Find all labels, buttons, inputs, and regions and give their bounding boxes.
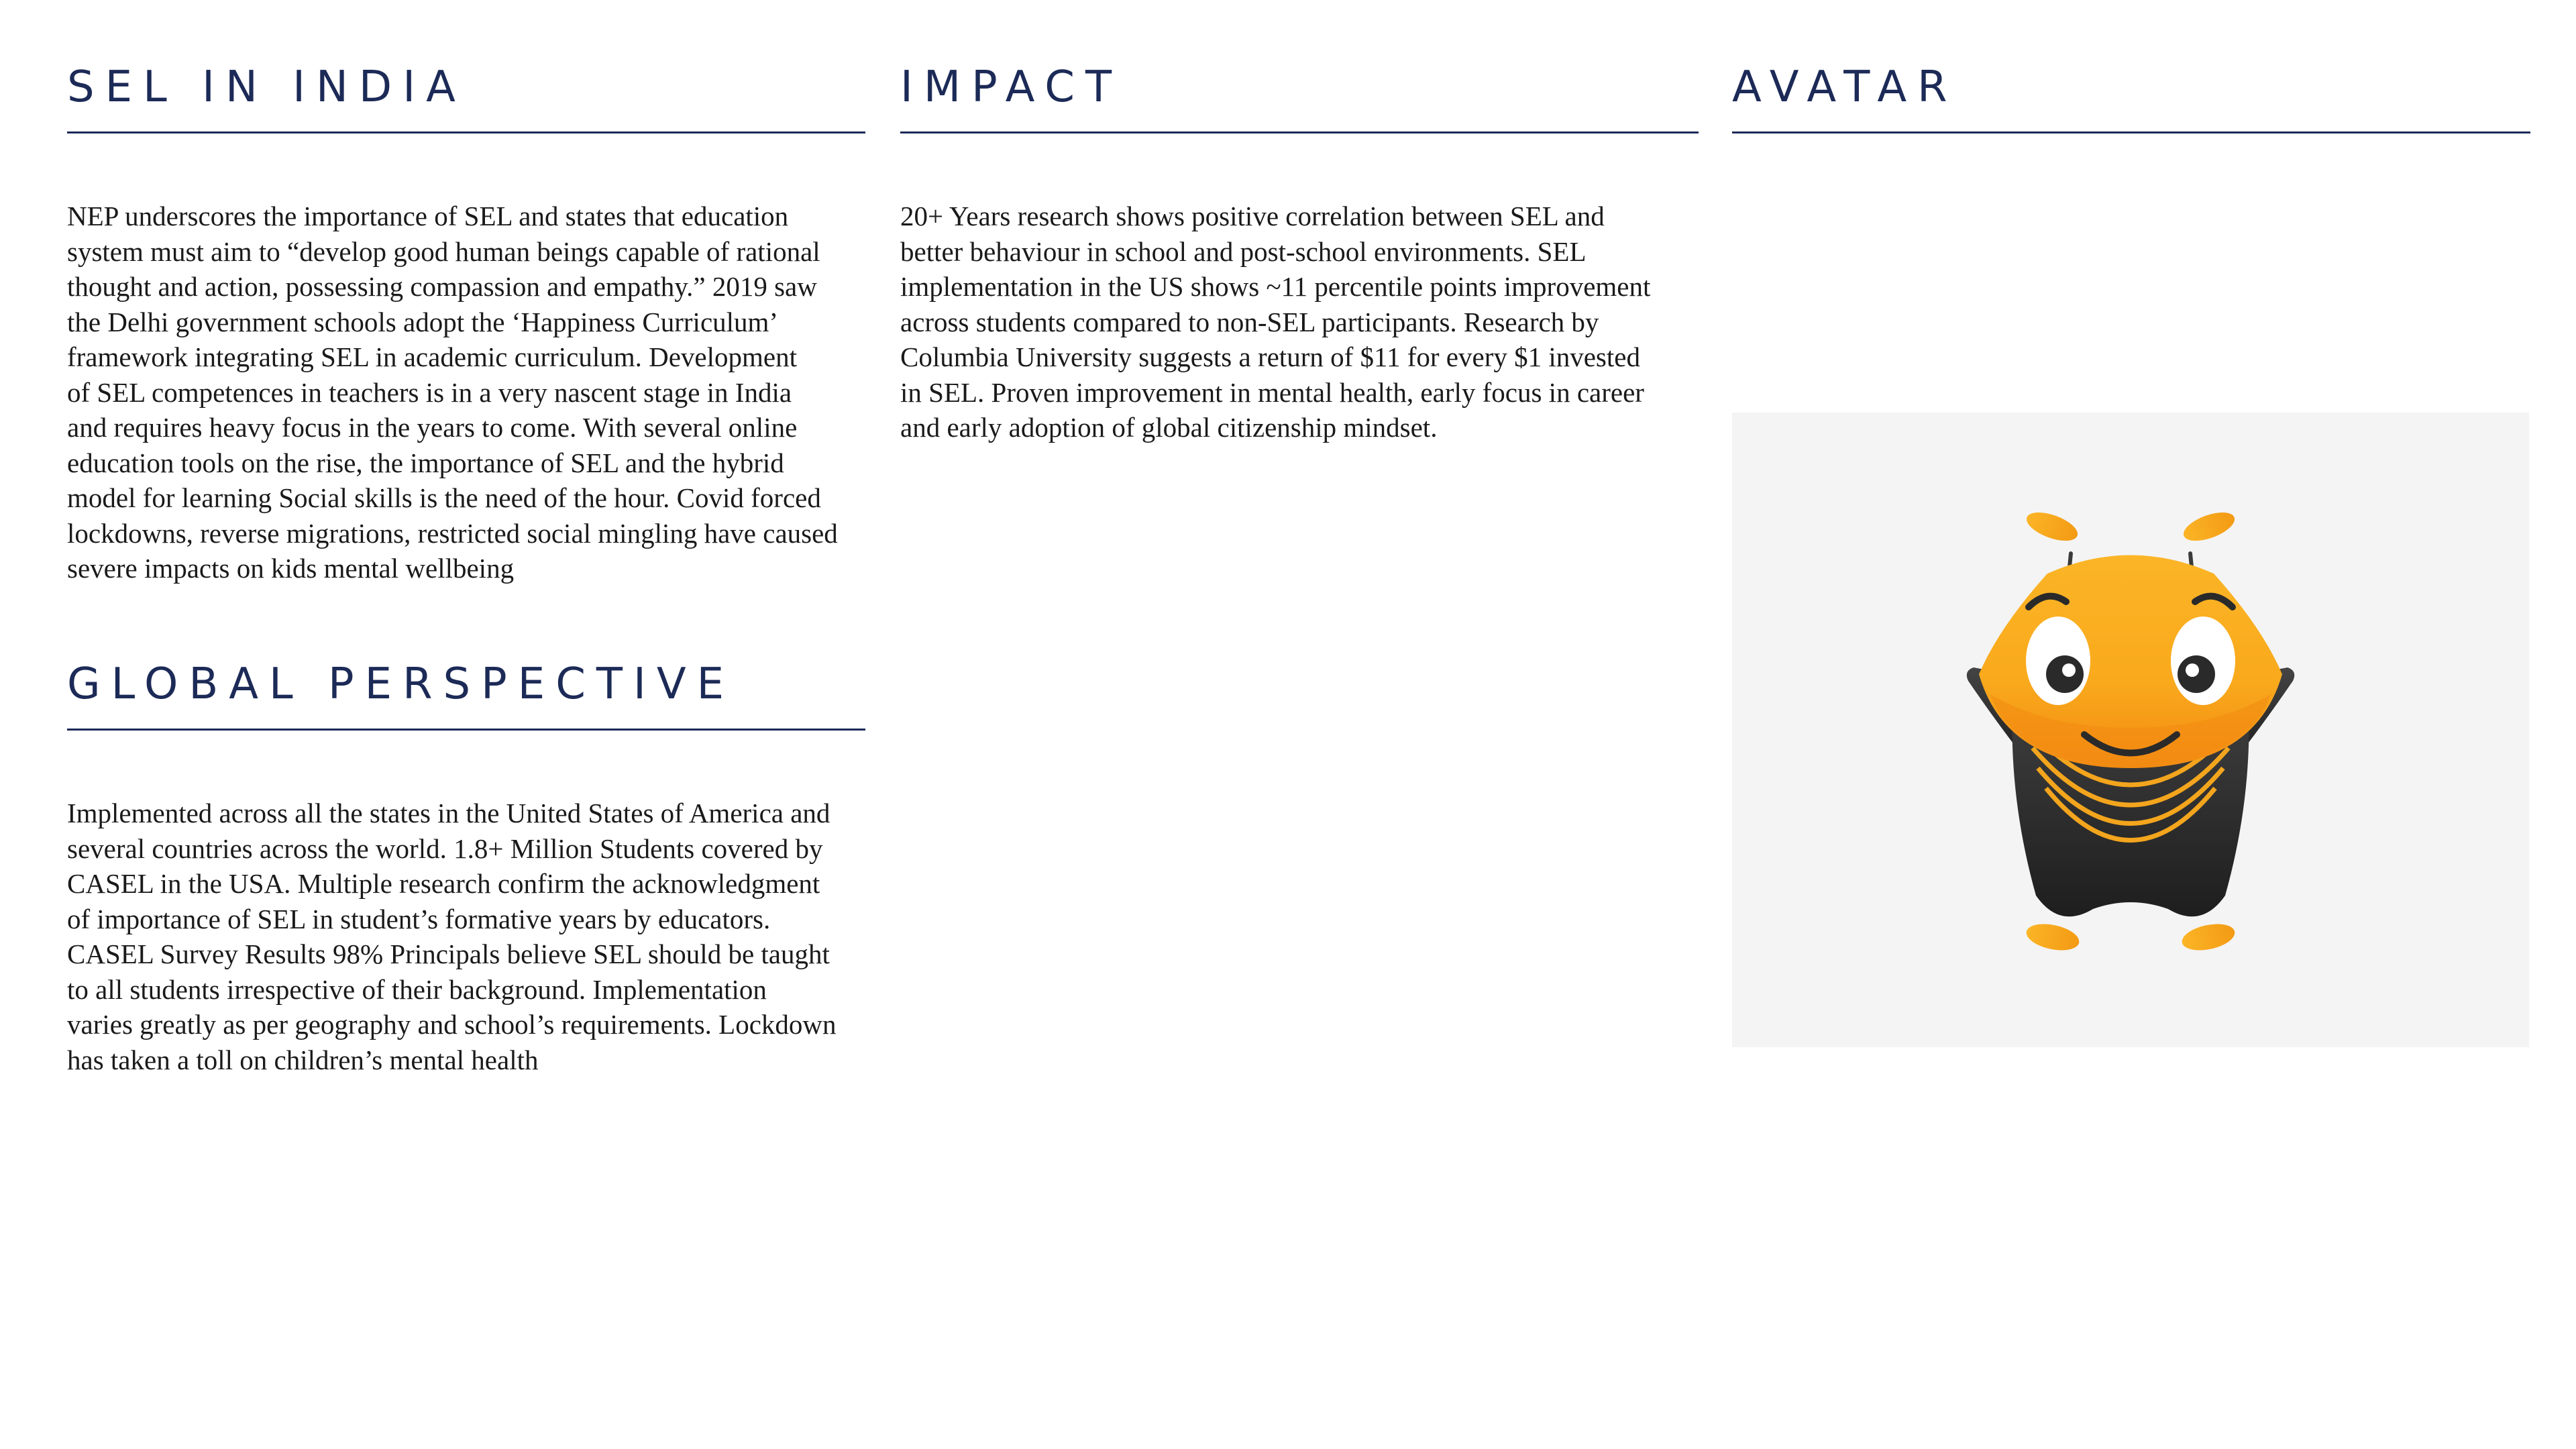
avatar-image-panel	[1732, 413, 2529, 1047]
heading-global-perspective: GLOBAL PERSPECTIVE	[67, 659, 735, 709]
column-avatar	[1732, 0, 2530, 133]
section-global-perspective	[67, 597, 865, 1077]
heading-sel-india: SEL IN INDIA	[67, 62, 466, 112]
column-sel-india	[67, 0, 865, 1075]
section-avatar	[1732, 0, 2530, 133]
heading-avatar: AVATAR	[1732, 62, 1958, 112]
paragraph-global-perspective: Implemented across all the states in the United States of America and several countries across the world. 1.8+ Million Students covered by CASEL in the USA. Multiple research confirm the acknowledgment of importance of SEL in student’s formative years by educators. CASEL Survey Results 98% Principals believe SEL should be taught to all students irrespective of their background. Implementation varies greatly as per geography and school’s requirements. Lockdown has taken a toll on children’s mental health	[67, 798, 837, 1075]
paragraph-sel-india: NEP underscores the importance of SEL and states that education system must aim to “develop good human beings capable of rational thought and action, possessing compassion and empathy.” 2019 saw the Delhi government schools adopt the ‘Happiness Curriculum’ framework integrating SEL in academic curriculum. Development of SEL competences in teachers is in a very nascent stage in India and requires heavy focus in the years to come. With several online education tools on the rise, the importance of SEL and the hybrid model for learning Social skills is the need of the hour. Covid forced lockdowns, reverse migrations, restricted social mingling have caused severe impacts on kids mental wellbeing	[67, 201, 838, 584]
paragraph-impact: 20+ Years research shows positive correlation between SEL and better behaviour in school and post-school environments. SEL implementation in the US shows ~11 percentile points improvement across students compared to non-SEL participants. Research by Columbia University suggests a return of $11 for every $1 invested in SEL. Proven improvement in mental health, early focus in career and early adoption of global citizenship mindset.	[900, 201, 1651, 443]
column-impact	[900, 0, 1699, 445]
heading-impact: IMPACT	[900, 62, 1123, 112]
section-sel-india	[67, 0, 865, 586]
bee-mascot-icon	[1732, 413, 2529, 1047]
section-impact	[900, 0, 1699, 445]
divider	[1732, 131, 2530, 133]
